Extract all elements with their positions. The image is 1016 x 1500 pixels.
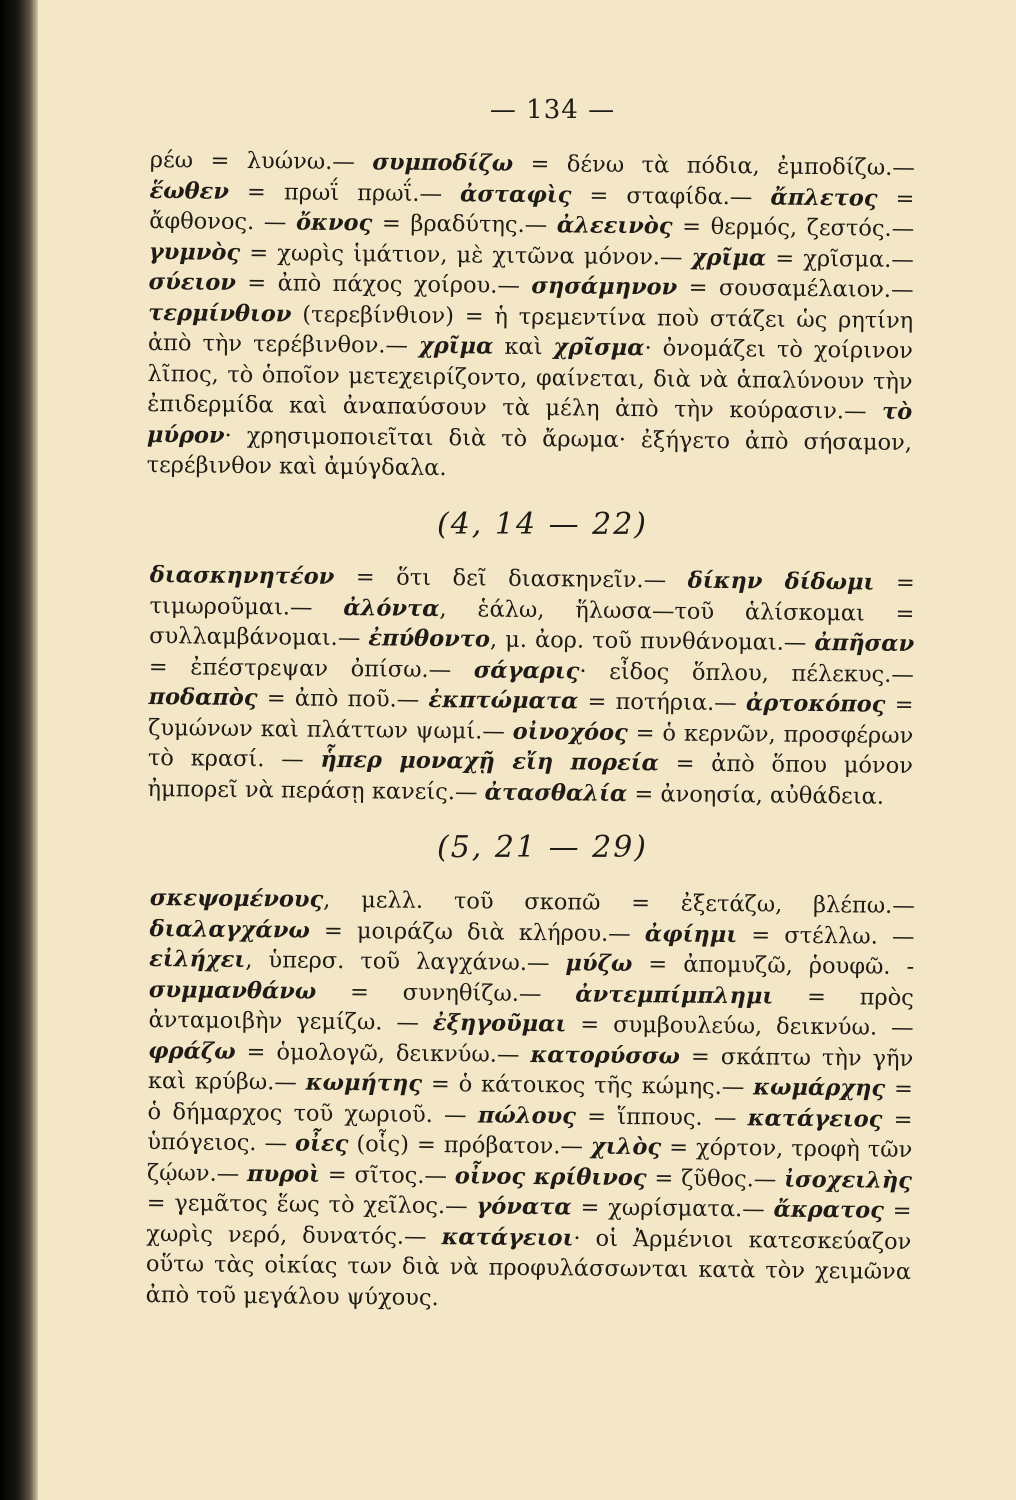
- glossary-definition: = δένω τὰ πόδια, ἐμποδίζω.—: [512, 150, 915, 182]
- glossary-term: ἐκπτώματα: [428, 686, 579, 714]
- glossary-term: διασκηνητέον: [149, 561, 335, 590]
- glossary-term: γυμνὸς: [148, 238, 241, 266]
- glossary-term: κατορύσσω: [530, 1040, 681, 1069]
- glossary-term: ἀντεμπίμπλημι: [575, 980, 774, 1009]
- glossary-paragraph: [147, 560, 915, 812]
- glossary-definition: ρέω = λυώνω.—: [149, 146, 373, 176]
- glossary-definition: = ποτήρια.—: [578, 687, 747, 716]
- glossary-term: ἀρτοκόπος: [745, 689, 886, 718]
- glossary-definition: · οἱ Ἀρμένιοι κατεσκεύαζον οὕτω τὰς οἰκίας των διὰ νὰ προφυλάσσωνται κατὰ τὸν χειμῶνα ἀπὸ τοῦ μεγάλου ψύχους.: [145, 1224, 912, 1311]
- glossary-definition: = ζῦθος.—: [646, 1164, 785, 1192]
- glossary-term: ἀτασθαλία: [484, 778, 628, 807]
- glossary-definition: = ζυμώνων καὶ πλάττων ψωμί.—: [148, 691, 914, 744]
- glossary-definition: = ὁ δήμαρχος τοῦ χωριοῦ. —: [147, 1075, 914, 1128]
- glossary-term: χρῖμα: [691, 244, 767, 271]
- glossary-paragraph: [146, 145, 914, 488]
- glossary-definition: · ὀνομάζει τὸ χοίρινον λῖπος, τὸ ὁποῖον μετεχειρίζοντο, φαίνεται, διὰ νὰ ἁπαλύνουν τὴν ἐπιδερμίδα καὶ ἀναπαύσουν τὰ μέλη ἀπὸ τὴν κούρασιν.—: [147, 335, 914, 425]
- glossary-term: φράζω: [148, 1036, 236, 1064]
- glossary-definition: , μελλ. τοῦ σκοπῶ = ἐξετάζω, βλέπω.—: [323, 886, 915, 919]
- glossary-term: τερμίνθιον: [148, 299, 292, 327]
- glossary-term: πυροὶ: [246, 1160, 321, 1187]
- glossary-definition: · χρησιμοποιεῖται διὰ τὸ ἄρωμα· ἐξήγετο ἀπὸ σήσαμον, τερέβινθον καὶ ἀμύγδαλα.: [146, 422, 913, 482]
- glossary-definition: = ἀπὸ ὅπου μόνον ἠμπορεῖ νὰ περάσῃ κανείς.—: [147, 749, 914, 805]
- glossary-term: χιλὸς: [590, 1133, 662, 1160]
- glossary-definition: = ὁμολογῶ, δεικνύω.—: [235, 1037, 531, 1067]
- glossary-term: χρῖσμα: [553, 334, 645, 362]
- glossary-term: χρῖμα: [418, 332, 494, 360]
- section-heading: (5, 21 — 29): [437, 829, 648, 865]
- glossary-definition: = συμβουλεύω, δεικνύω. —: [566, 1010, 914, 1041]
- glossary-definition: καὶ: [493, 333, 554, 361]
- glossary-definition: = πρωΐ πρωΐ.—: [228, 178, 461, 207]
- glossary-term: ὄκνος: [295, 209, 373, 237]
- glossary-definition: = ὑπόγειος. —: [147, 1105, 913, 1157]
- glossary-definition: , ἑάλω, ἥλωσα—τοῦ ἁλίσκομαι = συλλαμβάνομαι.—: [149, 595, 915, 651]
- glossary-term: μύζω: [565, 949, 633, 977]
- glossary-definition: = χρῖσμα.—: [765, 244, 914, 273]
- glossary-definition: = χωρὶς ἱμάτιον, μὲ χιτῶνα μόνον.—: [240, 239, 692, 271]
- glossary-definition: = σκάπτω τὴν γῆν καὶ κρύβω.—: [147, 1042, 914, 1096]
- glossary-term: σάγαρις: [473, 656, 580, 684]
- glossary-term: ἐπύθοντο: [368, 624, 491, 653]
- glossary-term: οἶνος κρίθινος: [454, 1162, 647, 1191]
- glossary-definition: = τιμωροῦμαι.—: [149, 569, 915, 621]
- book-page: [145, 95, 915, 1311]
- glossary-definition: = ὅτι δεῖ διασκηνεῖν.—: [334, 563, 688, 594]
- glossary-term: σησάμηνον: [531, 273, 678, 301]
- glossary-term: κατάγειοι: [441, 1223, 574, 1251]
- glossary-term: ἕωθεν: [149, 177, 230, 205]
- glossary-term: εἰλήχει: [149, 945, 246, 973]
- glossary-definition: = ἀπομυζῶ, ῥουφῶ. -: [632, 950, 915, 980]
- glossary-term: κατάγειος: [747, 1104, 883, 1132]
- glossary-definition: = ἀνοησία, αὐθάδεια.: [627, 780, 885, 809]
- glossary-definition: = ἀπὸ πάχος χοίρου.—: [235, 269, 532, 300]
- glossary-paragraph: [146, 883, 915, 1318]
- glossary-term: γόνατα: [476, 1192, 572, 1220]
- glossary-definition: , μ. ἀορ. τοῦ πυνθάνομαι.—: [489, 626, 815, 656]
- glossary-definition: = ἐπέστρεψαν ὀπίσω.—: [148, 652, 474, 683]
- glossary-term: ἧπερ μοναχῇ εἴη πορεία: [320, 746, 660, 776]
- glossary-term: δίκην δίδωμι: [687, 567, 875, 596]
- glossary-definition: = ὁ κάτοικος τῆς κώμης.—: [421, 1070, 754, 1100]
- glossary-definition: = θερμός, ζεστός.—: [672, 213, 915, 243]
- glossary-term: διαλαγχάνω: [149, 914, 310, 943]
- glossary-definition: = σουσαμέλαιον.—: [677, 274, 914, 304]
- page-content: [145, 145, 915, 1311]
- glossary-definition: = σῖτος.—: [319, 1160, 456, 1189]
- glossary-term: ἀλόντα: [343, 594, 440, 622]
- glossary-definition: = στέλλω. —: [737, 921, 915, 950]
- glossary-definition: = γεμᾶτος ἕως τὸ χεῖλος.—: [146, 1189, 477, 1219]
- page-number: — 134 —: [489, 95, 616, 125]
- glossary-term: ἀλεεινὸς: [556, 212, 673, 240]
- glossary-definition: = ὁ κερνῶν, προσφέρων τὸ κρασί. —: [147, 719, 914, 773]
- glossary-term: ποδαπὸς: [148, 683, 258, 711]
- glossary-term: συμμανθάνω: [148, 975, 317, 1004]
- glossary-term: πώλους: [477, 1101, 577, 1129]
- glossary-term: ἄπλετος: [770, 184, 878, 212]
- glossary-term: ἀφίημι: [644, 920, 738, 948]
- glossary-term: σκεψομένους: [149, 884, 324, 913]
- glossary-term: ἰσοχειλὴς: [784, 1165, 913, 1193]
- glossary-term: οἶες: [294, 1130, 349, 1157]
- glossary-definition: = ἵππους. —: [575, 1102, 748, 1131]
- glossary-term: κωμήτης: [305, 1069, 423, 1097]
- glossary-definition: (τερεβίνθιον) = ἡ τρεμεντίνα ποὺ στάζει ὡς ρητίνη ἀπὸ τὴν τερέβινθον.—: [147, 300, 914, 359]
- glossary-term: ἐξηγοῦμαι: [432, 1009, 567, 1037]
- glossary-definition: = χωρίσματα.—: [571, 1193, 774, 1223]
- glossary-definition: = ἄφθονος. —: [149, 185, 915, 236]
- glossary-definition: (οἷς) = πρόβατον.—: [348, 1130, 592, 1160]
- glossary-definition: = βραδύτης.—: [372, 210, 558, 239]
- book-binding-shadow: [0, 0, 38, 1500]
- glossary-term: κωμάρχης: [753, 1073, 886, 1102]
- glossary-term: ἀπῆσαν: [814, 629, 915, 657]
- glossary-term: ἄκρατος: [773, 1196, 885, 1224]
- glossary-term: ἀσταφὶς: [459, 180, 572, 208]
- glossary-definition: = μοιράζω διὰ κλήρου.—: [309, 916, 646, 947]
- glossary-term: σύειον: [148, 268, 237, 296]
- glossary-definition: = ἀπὸ ποῦ.—: [257, 684, 429, 713]
- glossary-definition: = χωρὶς νερό, δυνατός.—: [146, 1197, 912, 1250]
- glossary-definition: = συνηθίζω.—: [316, 977, 576, 1007]
- glossary-definition: = χόρτον, τροφὴ τῶν ζῴων.—: [146, 1133, 913, 1187]
- section-heading: (4, 14 — 22): [437, 506, 648, 542]
- glossary-definition: = πρὸς ἀνταμοιβὴν γεμίζω. —: [148, 982, 914, 1036]
- glossary-term: τὸ μύρον: [146, 398, 913, 449]
- glossary-definition: , ὑπερσ. τοῦ λαγχάνω.—: [245, 946, 566, 976]
- glossary-term: οἰνοχόος: [512, 717, 628, 746]
- glossary-definition: = σταφίδα.—: [571, 181, 771, 210]
- glossary-definition: · εἶδος ὅπλου, πέλεκυς.—: [579, 657, 914, 688]
- glossary-term: συμποδίζω: [372, 149, 514, 177]
